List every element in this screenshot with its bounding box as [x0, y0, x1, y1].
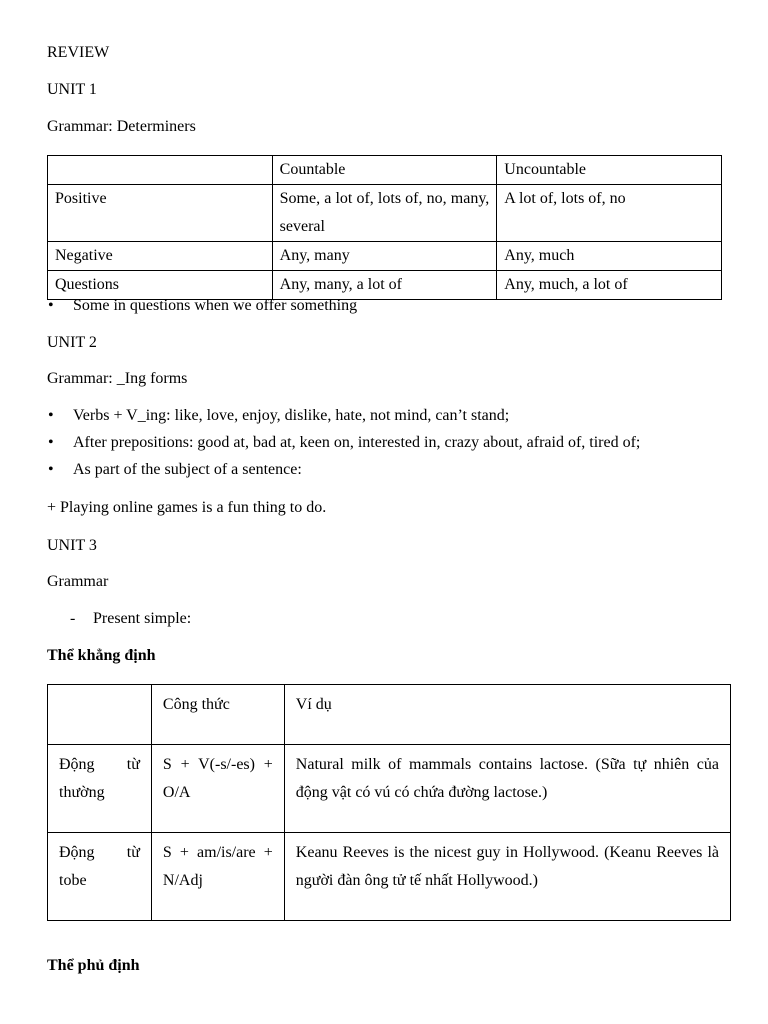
- table-header-cell: [48, 685, 152, 745]
- table-row: [48, 833, 731, 921]
- table-cell: S + am/is/are + N/Adj: [151, 833, 284, 921]
- unit1-grammar-title: Grammar: Determiners: [47, 118, 196, 135]
- list-item: • Some in questions when we offer something: [47, 296, 357, 316]
- unit3-heading: UNIT 3: [47, 537, 97, 554]
- table-cell: Any, many: [272, 242, 497, 271]
- list-item: • After prepositions: good at, bad at, keen on, interested in, crazy about, afraid of, tired of;: [47, 433, 640, 453]
- unit2-grammar-title: Grammar: _Ing forms: [47, 370, 188, 387]
- dash-list-item: [70, 609, 192, 629]
- table-header-cell: Ví dụ: [284, 685, 730, 745]
- unit1-note-list: [47, 296, 357, 316]
- table-header-cell: [48, 156, 273, 185]
- list-item: • As part of the subject of a sentence:: [47, 460, 640, 480]
- negative-heading: Thể phủ định: [47, 957, 140, 974]
- table-cell: Natural milk of mammals contains lactose. (Sữa tự nhiên của động vật có vú có chứa đường lactose.): [284, 745, 730, 833]
- dash-marker: -: [70, 610, 76, 627]
- table-cell: Động từ tobe: [48, 833, 152, 921]
- dash-item-text: Present simple:: [93, 610, 192, 627]
- table-cell: S + V(-s/-es) + O/A: [151, 745, 284, 833]
- unit2-heading: UNIT 2: [47, 334, 97, 351]
- table-cell: Động từ thường: [48, 745, 152, 833]
- table-header-cell: Countable: [272, 156, 497, 185]
- table-cell: A lot of, lots of, no: [497, 185, 722, 242]
- determiners-table: [47, 155, 722, 300]
- table-header-cell: Uncountable: [497, 156, 722, 185]
- table-row: [48, 745, 731, 833]
- affirmative-heading: Thể khẳng định: [47, 647, 156, 664]
- table-cell: Negative: [48, 242, 273, 271]
- table-header-row: [48, 156, 722, 185]
- table-row: [48, 185, 722, 242]
- present-simple-table: [47, 684, 731, 921]
- unit2-bullet-list: [47, 406, 640, 480]
- unit1-heading: UNIT 1: [47, 81, 97, 98]
- table-header-row: [48, 685, 731, 745]
- unit3-grammar-title: Grammar: [47, 573, 109, 590]
- list-item: • Verbs + V_ing: like, love, enjoy, dislike, hate, not mind, can’t stand;: [47, 406, 640, 426]
- page-title: REVIEW: [47, 44, 110, 61]
- table-cell: Positive: [48, 185, 273, 242]
- table-cell: Some, a lot of, lots of, no, many, several: [272, 185, 497, 242]
- table-cell: Any, many, a lot of: [272, 271, 497, 300]
- table-header-cell: Công thức: [151, 685, 284, 745]
- table-row: [48, 242, 722, 271]
- table-cell: Questions: [48, 271, 273, 300]
- table-cell: Keanu Reeves is the nicest guy in Hollywood. (Keanu Reeves là người đàn ông tử tế nhất Hollywood.): [284, 833, 730, 921]
- table-cell: Any, much, a lot of: [497, 271, 722, 300]
- table-cell: Any, much: [497, 242, 722, 271]
- unit2-example: + Playing online games is a fun thing to do.: [47, 499, 327, 516]
